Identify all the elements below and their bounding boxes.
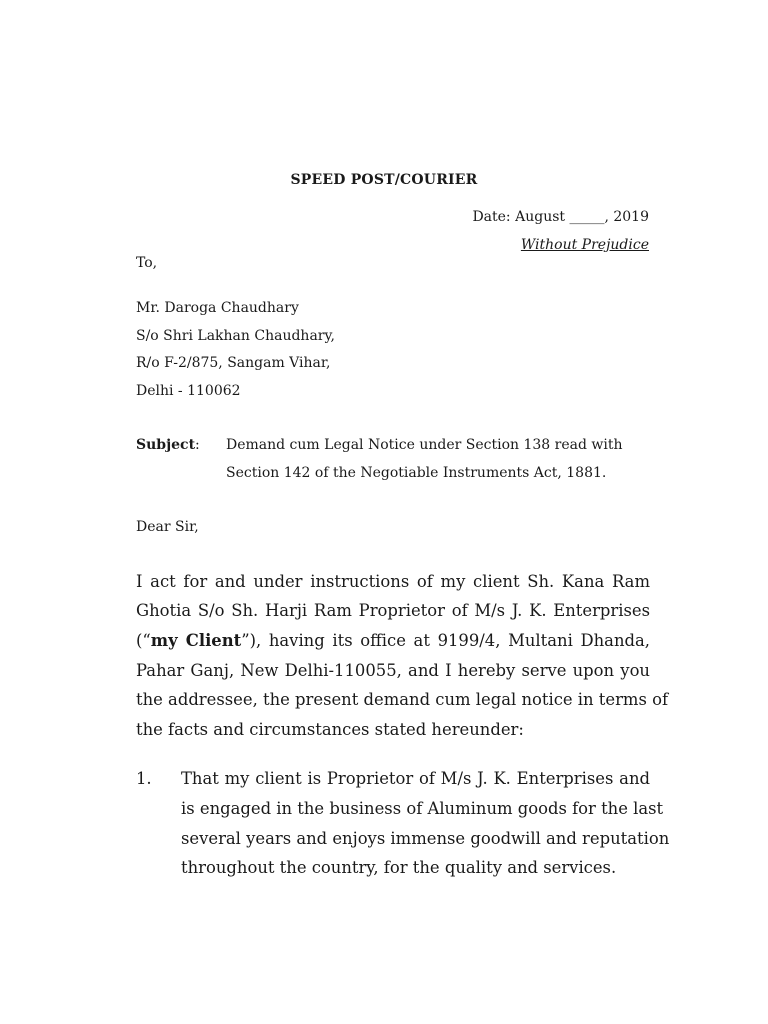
dispatch-heading: SPEED POST/COURIER xyxy=(290,172,478,188)
my-client-term: my Client xyxy=(150,631,242,650)
point-1-line-1: That my client is Proprietor of M/s J. K. Enterprises and xyxy=(181,769,650,788)
intro-line-2: Ghotia S/o Sh. Harji Ram Proprietor of M/s J. K. Enterprises xyxy=(136,601,650,620)
intro-line-4: Pahar Ganj, New Delhi-110055, and I hereby serve upon you xyxy=(136,661,650,680)
recipient-city: Delhi - 110062 xyxy=(136,383,241,399)
greeting: Dear Sir, xyxy=(136,519,199,535)
point-1-line-2: is engaged in the business of Aluminum goods for the last xyxy=(181,799,664,818)
intro-line-5: the addressee, the present demand cum legal notice in terms of xyxy=(136,690,669,709)
recipient-residence: R/o F-2/875, Sangam Vihar, xyxy=(136,355,331,371)
intro-line-3: (“my Client”), having its office at 9199/4, Multani Dhanda, xyxy=(136,631,650,650)
recipient-name: Mr. Daroga Chaudhary xyxy=(136,300,299,316)
date-line: Date: August _____, 2019 xyxy=(472,209,649,225)
intro-line-1: I act for and under instructions of my client Sh. Kana Ram xyxy=(136,572,650,591)
point-1-line-3: several years and enjoys immense goodwill and reputation xyxy=(181,829,670,848)
intro-line-6: the facts and circumstances stated hereunder: xyxy=(136,720,524,739)
without-prejudice: Without Prejudice xyxy=(520,237,649,253)
subject-line-2: Section 142 of the Negotiable Instruments Act, 1881. xyxy=(226,465,607,481)
to-salutation: To, xyxy=(136,255,158,271)
subject-label: Subject: xyxy=(136,437,200,453)
point-1-number: 1. xyxy=(136,769,152,788)
point-1-line-4: throughout the country, for the quality and services. xyxy=(181,858,617,877)
subject-line-1: Demand cum Legal Notice under Section 138 read with xyxy=(226,437,623,453)
recipient-relation: S/o Shri Lakhan Chaudhary, xyxy=(136,328,335,344)
